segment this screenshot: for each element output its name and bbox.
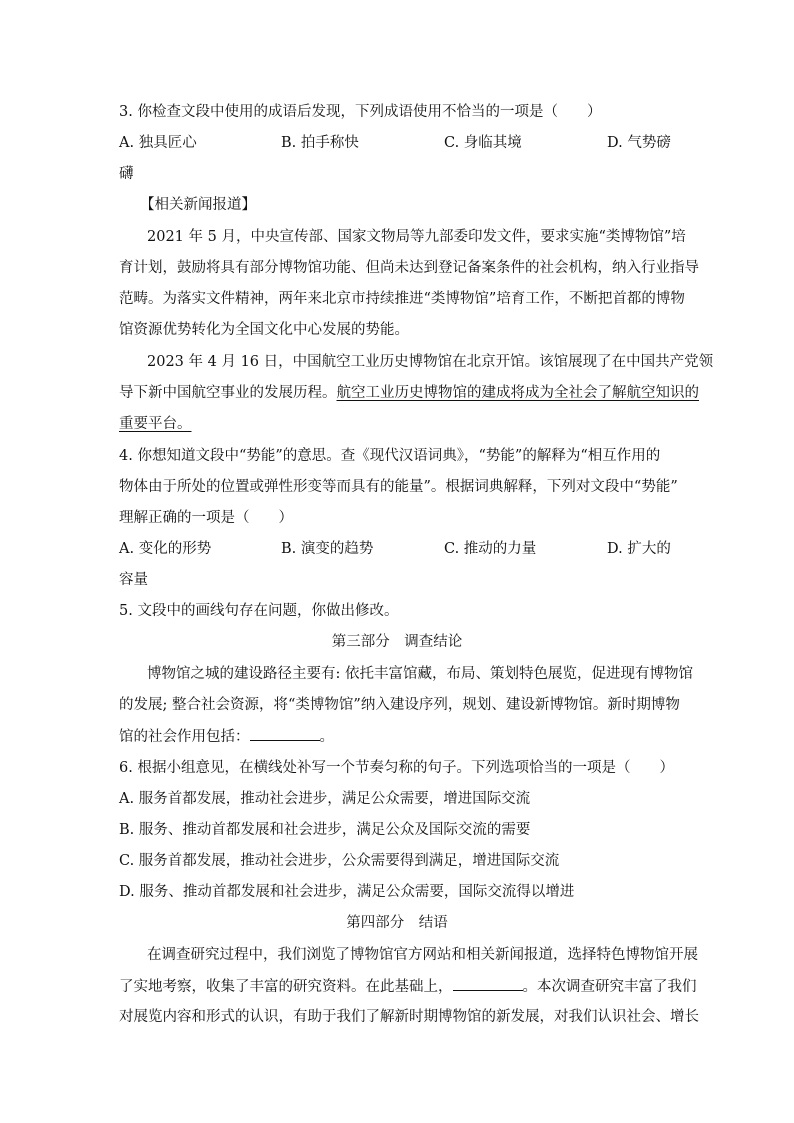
underlined-sentence-end: 重要平台。	[119, 416, 192, 432]
news-paragraph-1-line-1: 2021 年 5 月，中央宣传部、国家文物局等九部委印发文件，要求实施“类博物馆”培	[147, 229, 686, 245]
part-3-title: 第三部分 调查结论	[331, 634, 463, 650]
question-5-stem: 5. 文段中的画线句存在问题，你做出修改。	[119, 603, 399, 619]
part-3-line-2: 的发展; 整合社会资源，将“类博物馆”纳入建设序列，规划、建设新博物馆。新时期博物	[119, 697, 680, 713]
question-4-option-b: B. 演变的趋势	[281, 541, 374, 557]
part-4-line-2-text: 了实地考察，收集了丰富的研究资料。在此基础上，	[119, 979, 453, 995]
part-3-line-3	[119, 726, 679, 747]
question-4-stem-line-1: 4. 你想知道文段中“势能”的意思。查《现代汉语词典》，“势能”的解释为“相互作用的	[119, 448, 661, 464]
part-4-line-3: 对展览内容和形式的认识，有助于我们了解新时期博物馆的新发展，对我们认识社会、增长	[119, 1009, 699, 1025]
question-3-stem: 3. 你检查文段中使用的成语后发现，下列成语使用不恰当的一项是（ ）	[119, 104, 602, 120]
question-4-stem-line-2: 物体由于所处的位置或弹性形变等而具有的能量”。根据词典解释，下列对文段中“势能”	[119, 479, 678, 495]
question-4-stem-line-3: 理解正确的一项是（ ）	[119, 510, 293, 526]
news-paragraph-1-line-2: 育计划，鼓励将具有部分博物馆功能、但尚未达到登记备案条件的社会机构，纳入行业指导	[119, 260, 699, 276]
part-4-title: 第四部分 结语	[346, 915, 448, 931]
question-3-option-a: A. 独具匠心	[119, 135, 197, 151]
underlined-sentence: 航空工业历史博物馆的建成将成为全社会了解航空知识的	[336, 385, 699, 401]
answer-blank-2[interactable]	[453, 976, 523, 991]
news-paragraph-1-line-3: 范畴。为落实文件精神，两年来北京市持续推进“类博物馆”培育工作，不断把首都的博物	[119, 291, 685, 307]
part-4-line-2-end: 。本次调查研究丰富了我们	[522, 979, 697, 995]
news-paragraph-2-line-3	[119, 414, 679, 434]
question-6-stem: 6. 根据小组意见，在横线处补写一个节奏匀称的句子。下列选项恰当的一项是（ ）	[119, 760, 674, 776]
question-6-option-a: A. 服务首都发展，推动社会进步，满足公众需要，增进国际交流	[119, 791, 531, 807]
question-4-option-d-wrap: 容量	[119, 572, 148, 588]
question-3-options	[119, 133, 679, 153]
question-6-option-d: D. 服务、推动首都发展和社会进步，满足公众需要，国际交流得以增进	[119, 884, 575, 900]
question-4-option-c: C. 推动的力量	[444, 541, 537, 557]
question-6-option-c: C. 服务首都发展，推动社会进步，公众需要得到满足，增进国际交流	[119, 853, 560, 869]
question-4-options	[119, 539, 679, 559]
part-3-line-1: 博物馆之城的建设路径主要有: 依托丰富馆藏，布局、策划特色展览，促进现有博物馆	[147, 666, 693, 682]
question-4-option-d: D. 扩大的	[607, 541, 671, 557]
part-4-line-2	[119, 976, 697, 997]
question-6-option-b: B. 服务、推动首都发展和社会进步，满足公众及国际交流的需要	[119, 822, 531, 838]
question-3-option-c: C. 身临其境	[444, 135, 522, 151]
answer-blank-1[interactable]	[250, 726, 320, 741]
news-paragraph-2-line-2	[119, 383, 699, 403]
news-paragraph-1-line-4: 馆资源优势转化为全国文化中心发展的势能。	[119, 322, 409, 338]
news-paragraph-2-line-1: 2023 年 4 月 16 日，中国航空工业历史博物馆在北京开馆。该馆展现了在中国共产党领	[147, 354, 714, 370]
part-3-line-3-end: 。	[319, 729, 334, 745]
news-paragraph-2-plain-text: 导下新中国航空事业的发展历程。	[119, 385, 337, 401]
question-3-option-d: D. 气势磅	[607, 135, 671, 151]
part-4-line-1: 在调查研究过程中，我们浏览了博物馆官方网站和相关新闻报道，选择特色博物馆开展	[147, 947, 698, 963]
question-3-option-b: B. 拍手称快	[281, 135, 359, 151]
question-4-option-a: A. 变化的形势	[119, 541, 212, 557]
part-3-line-3-text: 馆的社会作用包括：	[119, 729, 250, 745]
news-heading: 【相关新闻报道】	[140, 197, 256, 213]
question-3-option-d-wrap: 礴	[119, 166, 134, 182]
